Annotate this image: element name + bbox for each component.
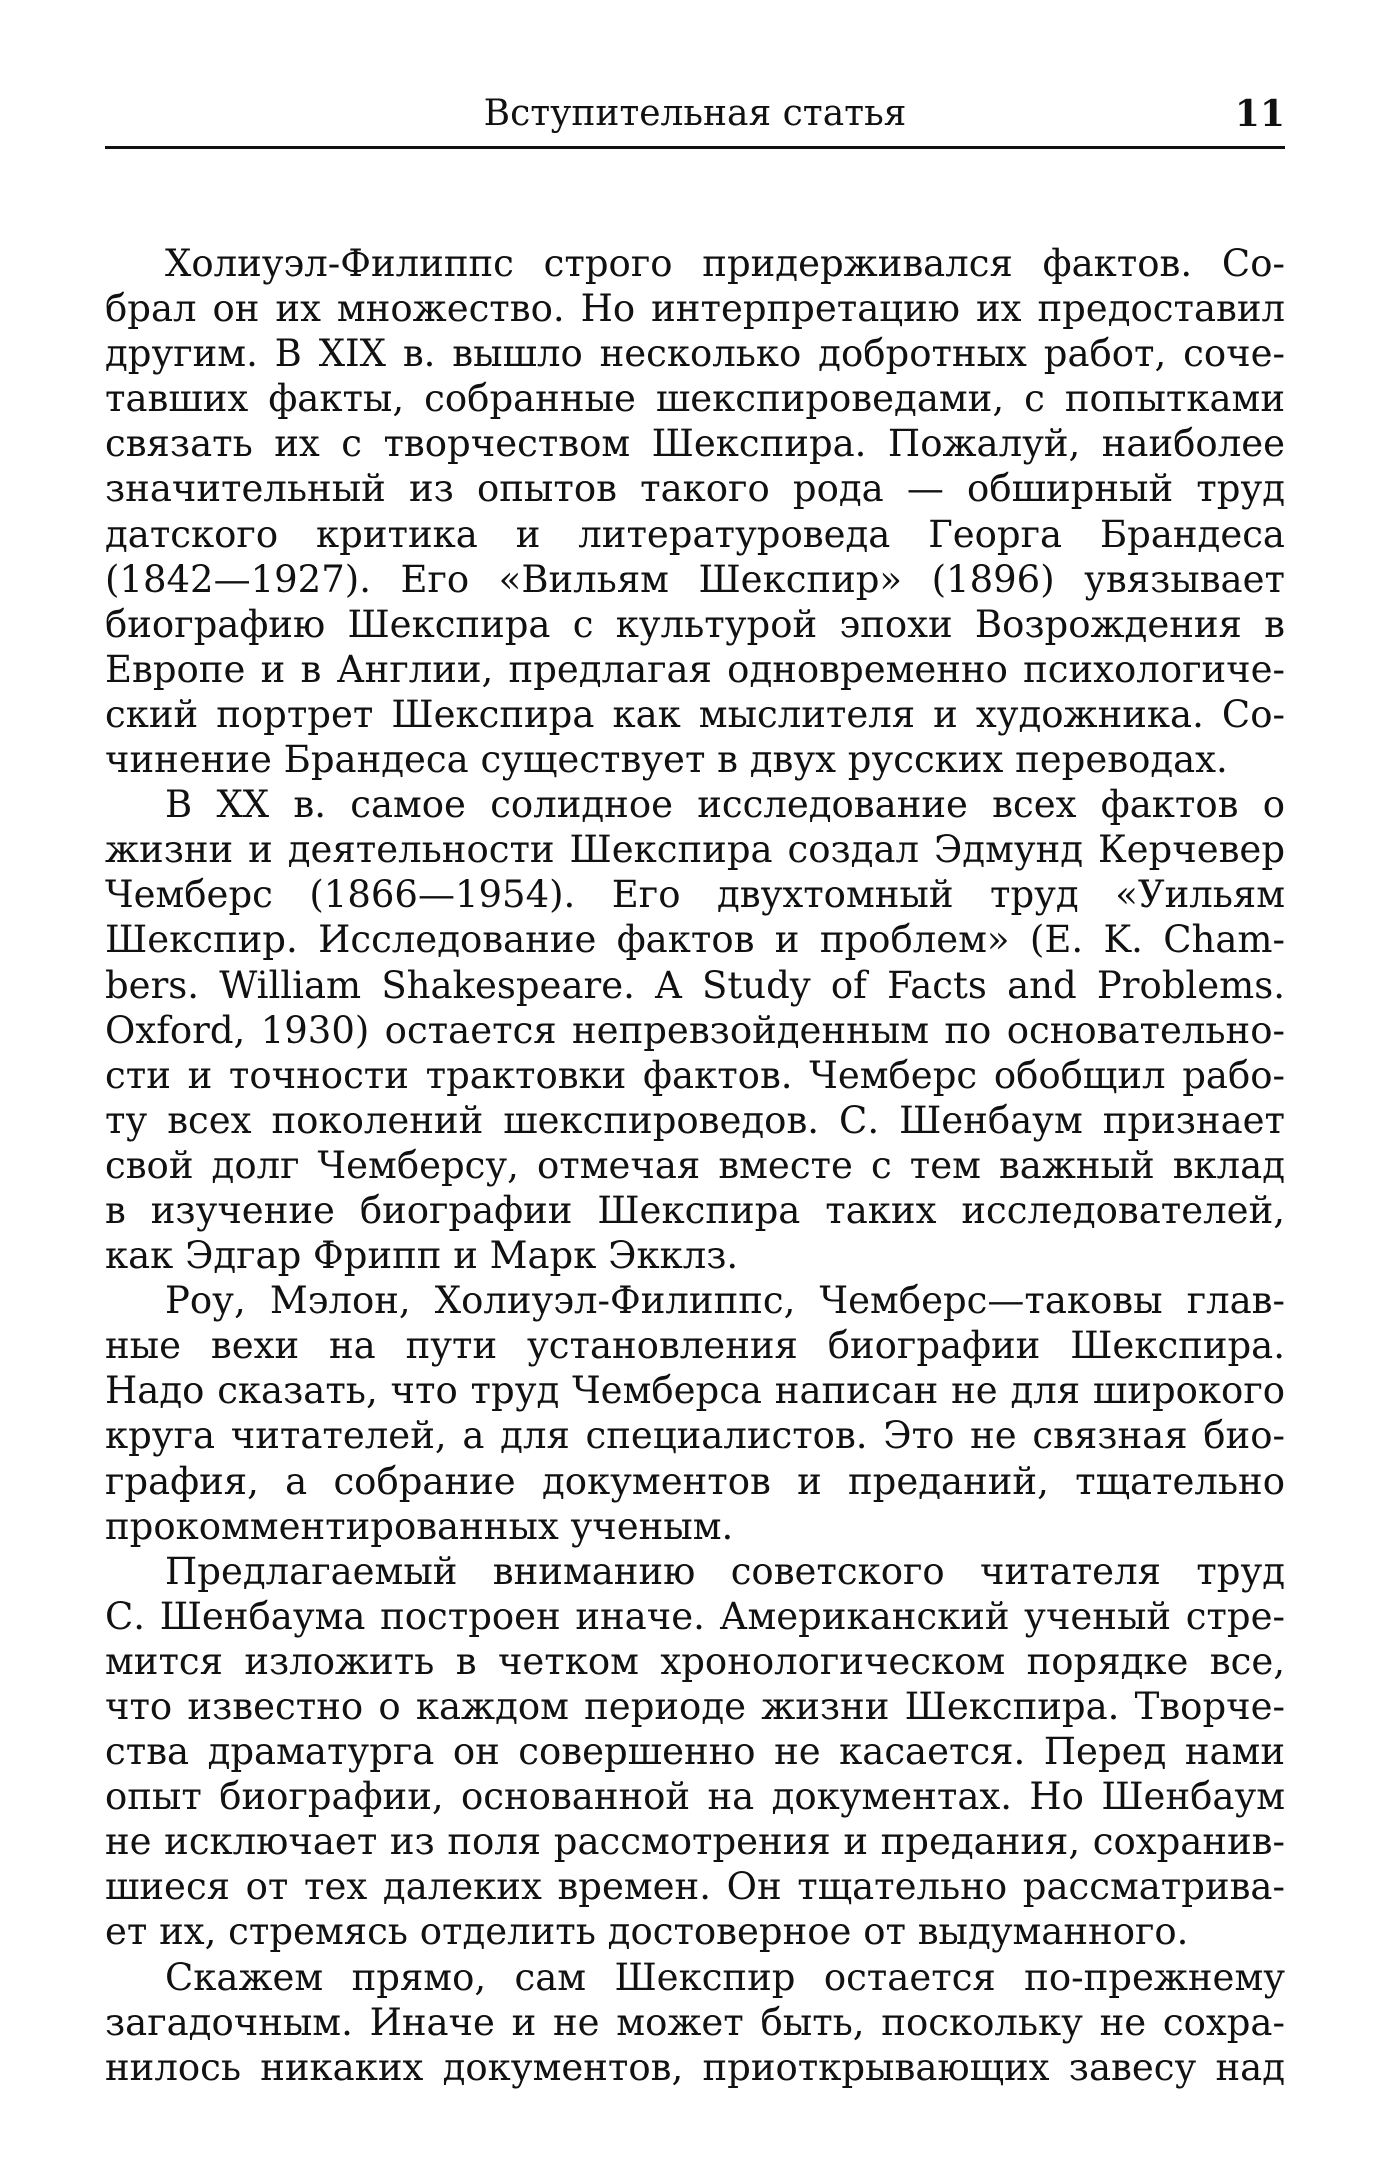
text-line: в изучение биографии Шекспира таких исследователей, [105, 1188, 1285, 1232]
text-line: связать их с творчеством Шекспира. Пожалуй, наиболее [105, 422, 1285, 466]
header-rule [105, 146, 1285, 149]
text-line: Европе и в Англии, предлагая одновременно психологиче- [105, 647, 1285, 691]
text-line: графия, а собрание документов и преданий, тщательно [105, 1459, 1285, 1503]
text-line: ет их, стремясь отделить достоверное от выдуманного. [105, 1910, 1189, 1954]
text-line: ту всех поколений шекспироведов. С. Шенбаум признает [105, 1098, 1285, 1142]
text-line: мится изложить в четком хронологическом порядке все, [105, 1639, 1285, 1683]
text-line: Предлагаемый вниманию советского читателя труд [165, 1549, 1285, 1593]
text-line: bers. William Shakespeare. A Study of Facts and Problems. [105, 963, 1285, 1007]
text-line: шиеся от тех далеких времен. Он тщательно рассматрива- [105, 1865, 1285, 1909]
text-line: Скажем прямо, сам Шекспир остается по-прежнему [165, 1955, 1285, 1999]
body-text [105, 241, 1285, 2090]
text-line: (1842—1927). Его «Вильям Шекспир» (1896) увязывает [105, 557, 1285, 601]
text-line: Oxford, 1930) остается непревзойденным по основательно- [105, 1008, 1285, 1052]
text-line: Надо сказать, что труд Чемберса написан не для широкого [105, 1369, 1285, 1413]
text-line: что известно о каждом периоде жизни Шекспира. Творче- [105, 1685, 1285, 1728]
text-line: С. Шенбаума построен иначе. Американский ученый стре- [105, 1594, 1285, 1638]
text-line: чинение Брандеса существует в двух русских переводах. [105, 738, 1228, 782]
text-line: Чемберс (1866—1954). Его двухтомный труд «Уильям [105, 873, 1285, 917]
text-line: другим. В XIX в. вышло несколько добротных работ, соче- [105, 332, 1285, 376]
text-line: ные вехи на пути установления биографии Шекспира. [105, 1324, 1285, 1368]
text-line: датского критика и литературоведа Георга Брандеса [105, 512, 1285, 556]
text-line: брал он их множество. Но интерпретацию их предоставил [105, 287, 1285, 331]
text-line: свой долг Чемберсу, отмечая вместе с тем важный вклад [105, 1143, 1285, 1187]
text-line: круга читателей, а для специалистов. Это не связная био- [105, 1414, 1285, 1458]
page-number: 11 [1234, 93, 1285, 135]
text-line: биографию Шекспира с культурой эпохи Возрождения в [105, 602, 1285, 646]
text-line: загадочным. Иначе и не может быть, поскольку не сохра- [105, 2000, 1285, 2044]
text-line: тавших факты, собранные шекспироведами, с попытками [105, 377, 1285, 421]
text-line: не исключает из поля рассмотрения и предания, сохранив- [105, 1820, 1285, 1864]
text-line: ский портрет Шекспира как мыслителя и художника. Со- [105, 692, 1285, 736]
running-header [105, 88, 1285, 140]
text-line: как Эдгар Фрипп и Марк Экклз. [105, 1234, 739, 1278]
text-line: значительный из опытов такого рода — обширный труд [105, 467, 1285, 511]
text-line: нилось никаких документов, приоткрывающих завесу над [105, 2045, 1285, 2089]
text-line: прокомментированных ученым. [105, 1504, 734, 1548]
text-line: жизни и деятельности Шекспира создал Эдмунд Керчевер [105, 828, 1285, 872]
text-line: ства драматурга он совершенно не касается. Перед нами [105, 1730, 1285, 1774]
text-line: Холиуэл-Филиппс строго придерживался фактов. Со- [165, 242, 1285, 285]
text-line: Шекспир. Исследование фактов и проблем» (E. K. Cham- [105, 918, 1285, 962]
text-line: сти и точности трактовки фактов. Чемберс обобщил рабо- [105, 1053, 1285, 1097]
running-title: Вступительная статья [483, 93, 907, 134]
text-line: опыт биографии, основанной на документах. Но Шенбаум [105, 1775, 1285, 1819]
text-line: В XX в. самое солидное исследование всех фактов о [165, 783, 1285, 827]
text-line: Роу, Мэлон, Холиуэл-Филиппс, Чемберс—таковы глав- [165, 1279, 1285, 1323]
